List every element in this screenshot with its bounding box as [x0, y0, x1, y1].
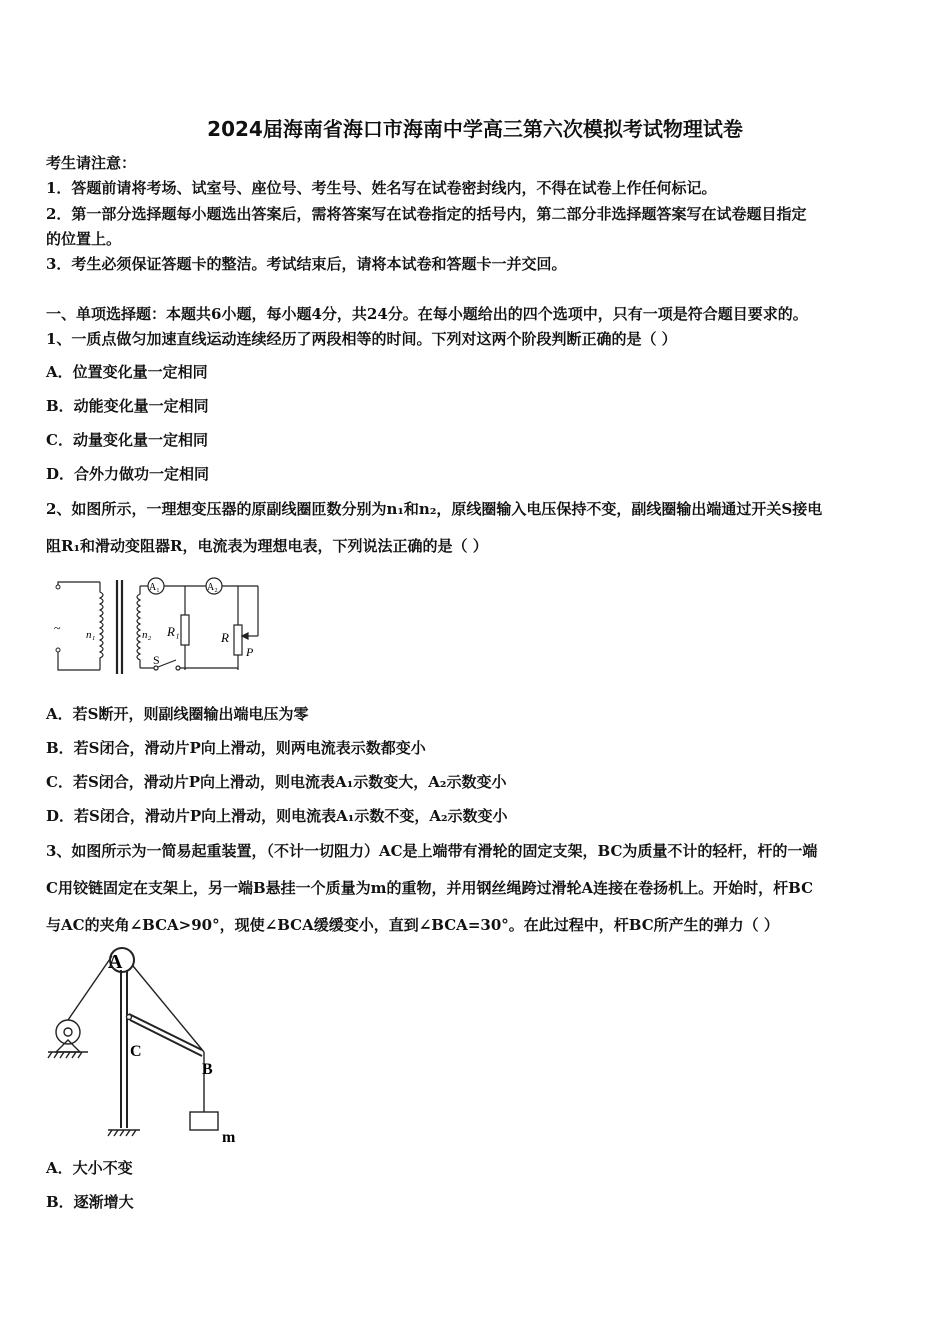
label-c: C	[130, 1043, 142, 1060]
label-r1: R₁	[167, 624, 180, 639]
question-2-stem: 2、如图所示，一理想变压器的原副线圈匝数分别为n₁和n₂，原线圈输入电压保持不变，副线圈输出端通过开关S接电	[46, 500, 823, 518]
question-1-stem: 1、一质点做匀加速直线运动连续经历了两段相等的时间。下列对这两个阶段判断正确的是（ ）	[46, 330, 677, 348]
ammeter-a1-label: A₁	[149, 582, 160, 593]
question-3-stem: C用铰链固定在支架上，另一端B悬挂一个质量为m的重物，并用钢丝绳跨过滑轮A连接在卷扬机上。开始时，杆BC	[46, 879, 814, 897]
page-title: 2024届海南省海口市海南中学高三第六次模拟考试物理试卷	[207, 117, 743, 141]
notice-item: 3．考生必须保证答题卡的整洁。考试结束后，请将本试卷和答题卡一并交回。	[46, 255, 567, 273]
question-3-stem: 3、如图所示为一简易起重装置，（不计一切阻力）AC是上端带有滑轮的固定支架，BC为质量不计的轻杆，杆的一端	[46, 842, 818, 860]
question-2-option: B．若S闭合，滑动片P向上滑动，则两电流表示数都变小	[46, 739, 426, 757]
question-2-stem: 阻R₁和滑动变阻器R，电流表为理想电表，下列说法正确的是（ ）	[46, 537, 488, 555]
transformer-circuit-diagram	[50, 570, 272, 682]
question-2-option: C．若S闭合，滑动片P向上滑动，则电流表A₁示数变大，A₂示数变小	[46, 773, 507, 791]
label-n2: n₂	[142, 629, 152, 641]
question-3-stem: 与AC的夹角∠BCA>90°，现使∠BCA缓缓变小，直到∠BCA=30°。在此过程中，杆BC所产生的弹力（ ）	[46, 916, 779, 934]
question-3-option: A．大小不变	[46, 1159, 133, 1177]
question-1-option: A．位置变化量一定相同	[46, 363, 208, 381]
label-p: P	[246, 645, 254, 659]
source-label: ~	[54, 621, 61, 635]
label-r: R	[221, 630, 229, 645]
question-2-option: A．若S断开，则副线圈输出端电压为零	[46, 705, 309, 723]
crane-diagram	[44, 944, 254, 1148]
question-1-option: C．动量变化量一定相同	[46, 431, 208, 449]
ammeter-a2-label: A₂	[207, 582, 218, 593]
notice-item: 1．答题前请将考场、试室号、座位号、考生号、姓名写在试卷密封线内，不得在试卷上作任何标记。	[46, 179, 717, 197]
question-2-option: D．若S闭合，滑动片P向上滑动，则电流表A₁示数不变，A₂示数变小	[46, 807, 508, 825]
notice-heading: 考生请注意：	[46, 154, 137, 172]
question-3-option: B．逐渐增大	[46, 1193, 134, 1211]
notice-item: 2．第一部分选择题每小题选出答案后，需将答案写在试卷指定的括号内，第二部分非选择题答案写在试卷题目指定	[46, 205, 807, 223]
label-b: B	[202, 1061, 213, 1078]
label-a: A	[108, 951, 123, 973]
label-n1: n₁	[86, 629, 96, 641]
label-s: S	[153, 653, 160, 667]
question-1-option: D．合外力做功一定相同	[46, 465, 210, 483]
question-1-option: B．动能变化量一定相同	[46, 397, 209, 415]
label-m: m	[222, 1129, 236, 1146]
notice-item: 的位置上。	[46, 230, 122, 248]
section-heading: 一、单项选择题：本题共6小题，每小题4分，共24分。在每小题给出的四个选项中，只有一项是符合题目要求的。	[46, 305, 808, 323]
